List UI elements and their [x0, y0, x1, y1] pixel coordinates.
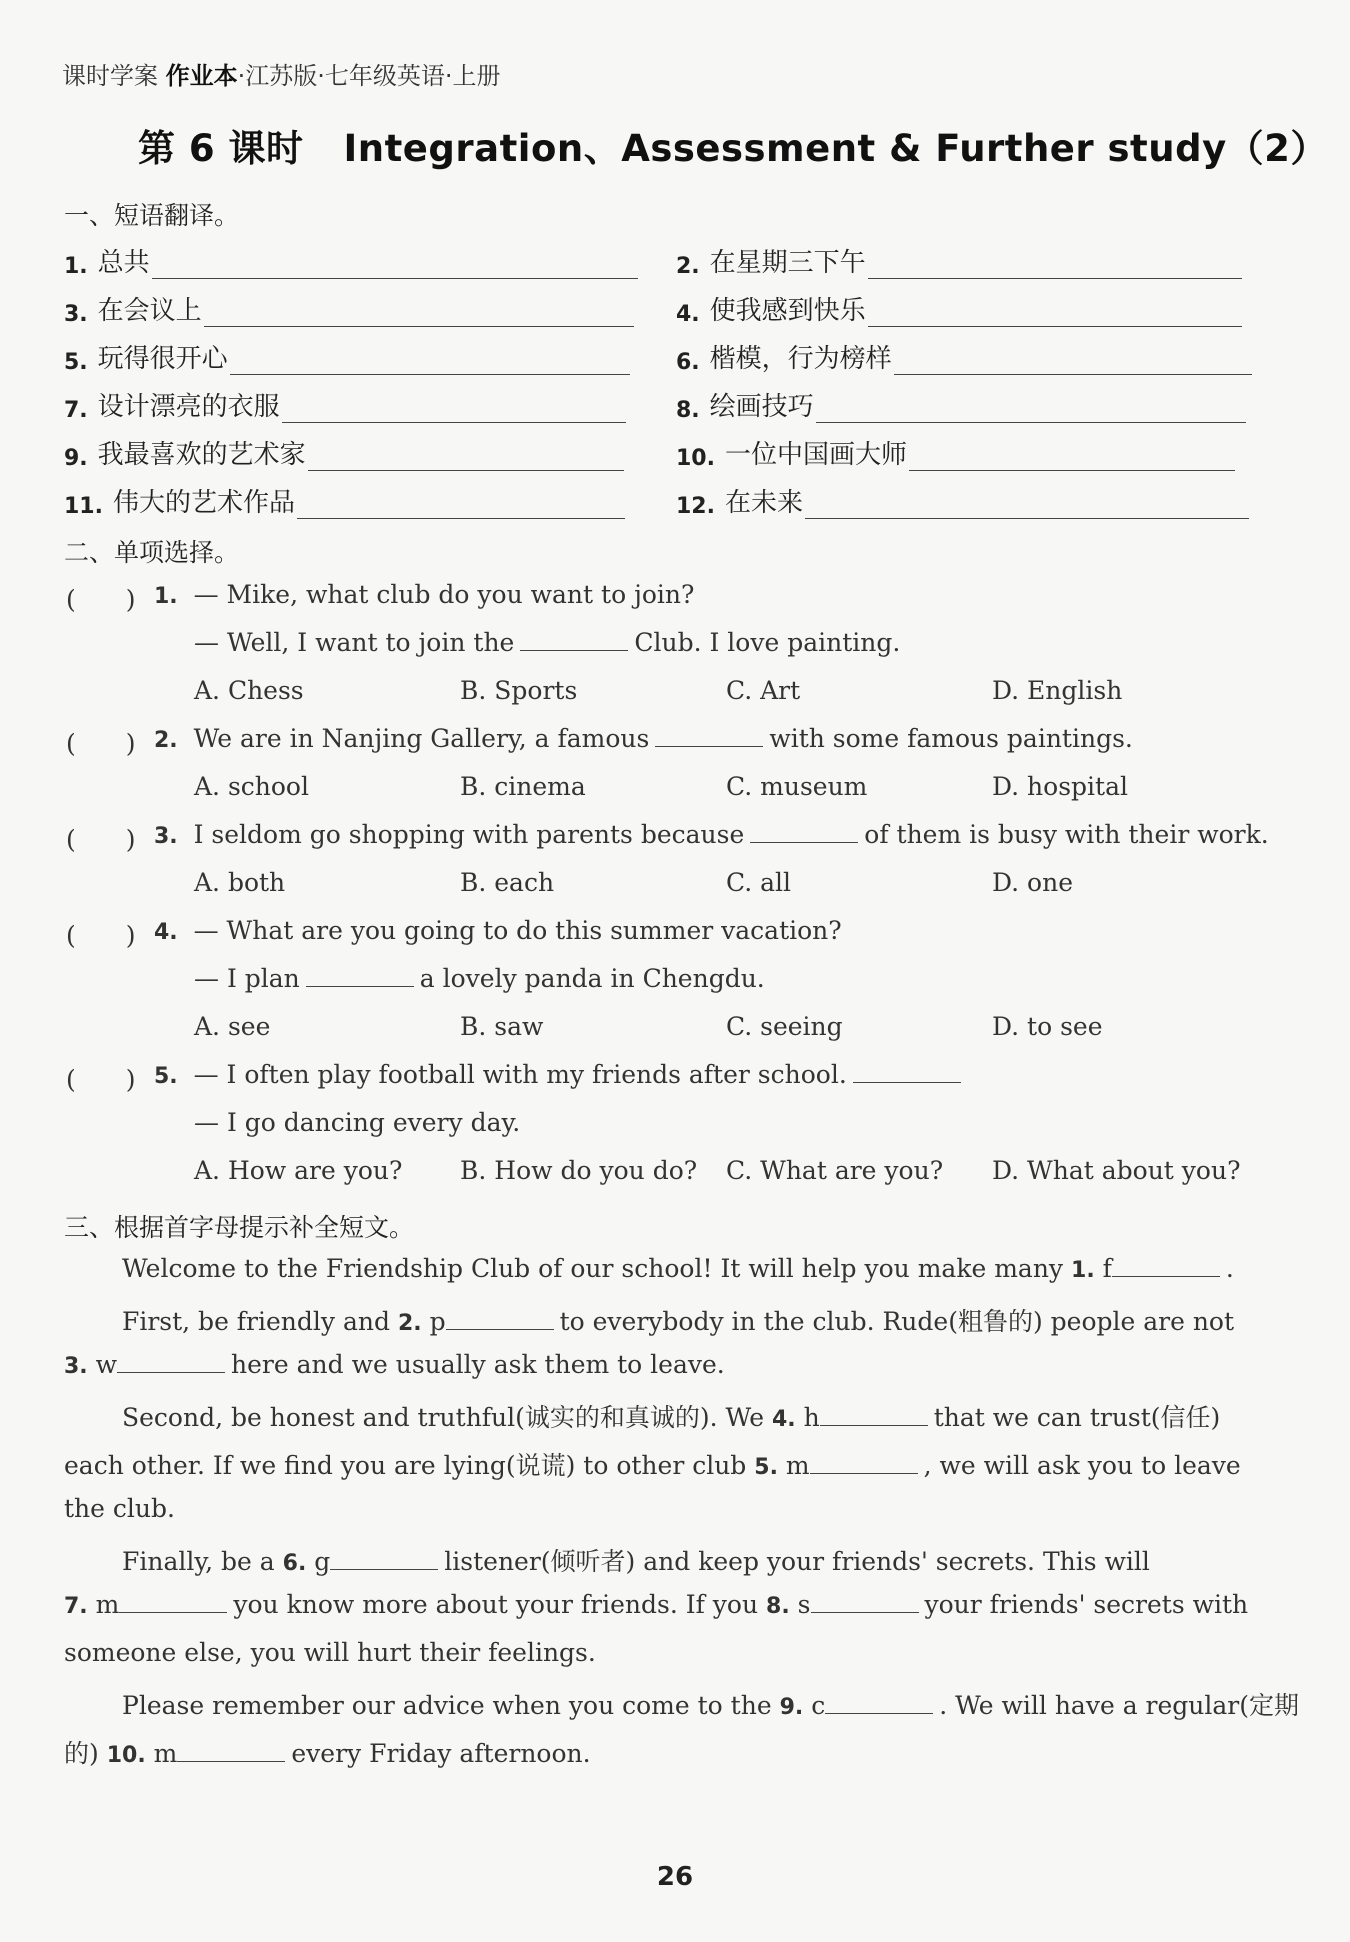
lesson-number: 第 6 课时: [138, 127, 304, 170]
passage-line: the club.: [64, 1494, 175, 1523]
answer-blank[interactable]: [655, 724, 763, 747]
answer-blank[interactable]: [306, 964, 414, 987]
question-4-reply: — I plan a lovely panda in Chengdu.: [194, 964, 765, 993]
option-d[interactable]: D. one: [992, 868, 1073, 897]
passage-line: 3. w here and we usually ask them to leave.: [64, 1350, 725, 1379]
section-heading-cloze: 三、根据首字母提示补全短文。: [64, 1213, 415, 1242]
answer-line[interactable]: [816, 392, 1246, 423]
answer-line[interactable]: [909, 440, 1235, 471]
page-number: 26: [656, 1862, 694, 1892]
answer-bracket[interactable]: ( ): [66, 921, 136, 950]
answer-bracket[interactable]: ( ): [66, 825, 136, 854]
option-c[interactable]: C. all: [726, 868, 792, 897]
passage-line: 的) 10. m every Friday afternoon.: [64, 1739, 591, 1768]
option-c[interactable]: C. Art: [726, 676, 801, 705]
header-edition: ·江苏版·七年级英语·上册: [237, 62, 501, 90]
passage-line: Finally, be a 6. g listener(倾听者) and keep your friends' secrets. This will: [122, 1547, 1150, 1576]
answer-bracket[interactable]: ( ): [66, 585, 136, 614]
phrase-item: 9. 我最喜欢的艺术家: [64, 434, 624, 471]
passage-line: First, be friendly and 2. p to everybody in the club. Rude(粗鲁的) people are not: [122, 1307, 1235, 1336]
answer-line[interactable]: [282, 392, 626, 423]
answer-blank[interactable]: [811, 1590, 919, 1613]
phrase-item: 4. 使我感到快乐: [676, 290, 1242, 327]
section-heading-multiple-choice: 二、单项选择。: [64, 538, 240, 567]
answer-blank[interactable]: [1112, 1254, 1220, 1277]
question-3: 3. I seldom go shopping with parents because of them is busy with their work.: [154, 820, 1269, 849]
answer-line[interactable]: [308, 440, 624, 471]
phrase-item: 5. 玩得很开心: [64, 338, 630, 375]
option-b[interactable]: B. each: [460, 868, 555, 897]
answer-bracket[interactable]: ( ): [66, 729, 136, 758]
option-a[interactable]: A. both: [194, 868, 286, 897]
passage-line: each other. If we find you are lying(说谎) to other club 5. m , we will ask you to leave: [64, 1451, 1241, 1480]
option-a[interactable]: A. school: [194, 772, 309, 801]
answer-blank[interactable]: [446, 1307, 554, 1330]
answer-line[interactable]: [868, 296, 1242, 327]
answer-blank[interactable]: [825, 1691, 933, 1714]
option-a[interactable]: A. Chess: [194, 676, 304, 705]
phrase-item: 2. 在星期三下午: [676, 242, 1242, 279]
answer-blank[interactable]: [820, 1403, 928, 1426]
answer-blank[interactable]: [117, 1350, 225, 1373]
passage-line: Welcome to the Friendship Club of our school! It will help you make many 1. f .: [122, 1254, 1234, 1283]
answer-line[interactable]: [894, 344, 1252, 375]
question-2: 2. We are in Nanjing Gallery, a famous with some famous paintings.: [154, 724, 1133, 753]
answer-line[interactable]: [204, 296, 634, 327]
phrase-item: 12. 在未来: [676, 482, 1249, 519]
passage-line: 7. m you know more about your friends. If you 8. s your friends' secrets with: [64, 1590, 1249, 1619]
lesson-title: [138, 118, 1328, 172]
option-c[interactable]: C. museum: [726, 772, 868, 801]
passage-line: Second, be honest and truthful(诚实的和真诚的). We 4. h that we can trust(信任): [122, 1403, 1221, 1432]
phrase-item: 6. 楷模，行为榜样: [676, 338, 1252, 375]
answer-blank[interactable]: [810, 1451, 918, 1474]
answer-blank[interactable]: [330, 1547, 438, 1570]
answer-blank[interactable]: [119, 1590, 227, 1613]
answer-line[interactable]: [805, 488, 1249, 519]
answer-blank[interactable]: [853, 1060, 961, 1083]
header-series: 课时学案: [62, 62, 158, 90]
answer-line[interactable]: [868, 248, 1242, 279]
option-a[interactable]: A. How are you?: [194, 1156, 403, 1185]
option-d[interactable]: D. English: [992, 676, 1123, 705]
option-b[interactable]: B. How do you do?: [460, 1156, 698, 1185]
question-5-reply: — I go dancing every day.: [194, 1108, 521, 1137]
option-d[interactable]: D. What about you?: [992, 1156, 1241, 1185]
option-b[interactable]: B. saw: [460, 1012, 544, 1041]
option-c[interactable]: C. seeing: [726, 1012, 843, 1041]
answer-line[interactable]: [152, 248, 638, 279]
option-b[interactable]: B. cinema: [460, 772, 586, 801]
question-5: 5. — I often play football with my friends after school.: [154, 1060, 967, 1089]
phrase-item: 8. 绘画技巧: [676, 386, 1246, 423]
passage-line: someone else, you will hurt their feelings.: [64, 1638, 596, 1667]
answer-blank[interactable]: [177, 1739, 285, 1762]
option-c[interactable]: C. What are you?: [726, 1156, 944, 1185]
lesson-topic: Integration、Assessment & Further study（2）: [343, 127, 1328, 170]
option-b[interactable]: B. Sports: [460, 676, 578, 705]
answer-blank[interactable]: [520, 628, 628, 651]
phrase-item: 10. 一位中国画大师: [676, 434, 1235, 471]
header-workbook: 作业本: [165, 62, 238, 90]
answer-line[interactable]: [230, 344, 630, 375]
option-d[interactable]: D. to see: [992, 1012, 1103, 1041]
option-a[interactable]: A. see: [194, 1012, 271, 1041]
answer-bracket[interactable]: ( ): [66, 1065, 136, 1094]
question-1: 1. — Mike, what club do you want to join?: [154, 580, 695, 609]
phrase-item: 7. 设计漂亮的衣服: [64, 386, 626, 423]
question-1-reply: — Well, I want to join the Club. I love painting.: [194, 628, 901, 657]
phrase-item: 3. 在会议上: [64, 290, 634, 327]
answer-blank[interactable]: [750, 820, 858, 843]
phrase-item: 11. 伟大的艺术作品: [64, 482, 625, 519]
answer-line[interactable]: [297, 488, 625, 519]
phrase-item: 1. 总共: [64, 242, 638, 279]
option-d[interactable]: D. hospital: [992, 772, 1128, 801]
section-heading-translation: 一、短语翻译。: [64, 201, 240, 230]
question-4: 4. — What are you going to do this summer vacation?: [154, 916, 842, 945]
running-header: [62, 56, 501, 91]
passage-line: Please remember our advice when you come to the 9. c . We will have a regular(定期: [122, 1691, 1300, 1720]
